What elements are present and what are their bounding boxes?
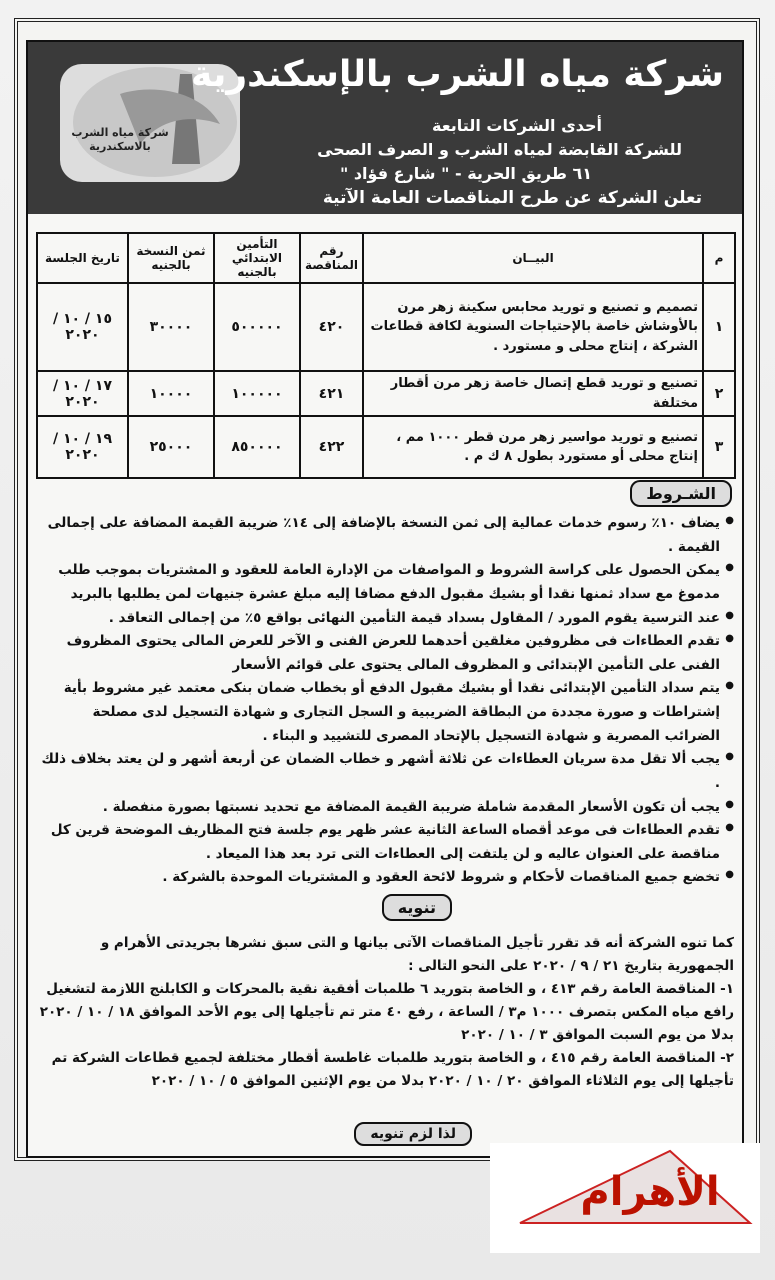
row-no: ١ [703, 283, 735, 371]
col-tender: رقم المناقصة [300, 233, 363, 283]
tenders-table [36, 232, 736, 479]
notice-item: ١- المناقصة العامة رقم ٤١٣ ، و الخاصة بتوريد ٦ طلمبات أفقية نقية بالمحركات و الكابلنج اللازمة لتشغيل رافع مياه المكس بتصرف ١٠٠٠ م٣ / الساعة ، رفع ٤٠ متر تم تأجيلها إلى يوم الأحد الموافق ١٨ / ١٠ / ٢٠٢٠ بدلا من يوم السبت الموافق ٣ / ١٠ / ٢٠٢٠ [39, 980, 734, 1043]
ahram-logo [490, 1143, 760, 1253]
ahram-text: الأهرام [580, 1169, 720, 1215]
footer-label: لذا لزم تنويه [354, 1122, 472, 1146]
condition-item: ● يضاف ١٠٪ رسوم خدمات عمالية إلى ثمن النسخة بالإضافة إلى ١٤٪ ضريبة القيمة المضافة على إجمالى القيمة . [38, 512, 734, 559]
notice-item: ٢- المناقصة العامة رقم ٤١٥ ، و الخاصة بتوريد طلمبات غاطسة أقطار مختلفة لجميع قطاعات الشركة تم تأجيلها إلى يوم الثلاثاء الموافق ٢٠ / ١٠ / ٢٠٢٠ بدلا من يوم الإثنين الموافق ٥ / ١٠ / ٢٠٢٠ [51, 1049, 734, 1089]
address: ٦١ طريق الحرية - " شارع فؤاد " [339, 164, 592, 183]
row-price: ٣٠٠٠٠ [128, 283, 214, 371]
notice-body [38, 932, 734, 1093]
col-date: تاريخ الجلسة [37, 233, 128, 283]
condition-item: ● يجب ألا تقل مدة سريان العطاءات عن ثلاثة أشهر و خطاب الضمان عن أربعة أشهر و لن يعتد بخلاف ذلك . [38, 748, 734, 795]
row-desc: تصنيع و توريد قطع إتصال خاصة زهر مرن أقطار مختلفة [363, 371, 703, 416]
announcement: تعلن الشركة عن طرح المناقصات العامة الآتية [322, 188, 702, 208]
condition-item: ● تقدم العطاءات فى مظروفين مغلقين أحدهما للعرض الفنى و الآخر للعرض المالى يحتوى المظروف الفنى على التأمين الإبتدائى و المظروف المالى يحتوى على قوائم الأسعار [38, 630, 734, 677]
condition-item: ● يجب أن تكون الأسعار المقدمة شاملة ضريبة القيمة المضافة مع تحديد نسبتها بصورة منفصلة . [38, 796, 734, 820]
row-tender: ٤٢٠ [300, 283, 363, 371]
table-header-row [37, 233, 735, 283]
logo-text: شركة مياه الشرب بالاسكندرية [71, 126, 169, 154]
conditions-list [38, 512, 734, 890]
row-desc: تصميم و تصنيع و توريد محابس سكينة زهر مرن بالأوشاش خاصة بالإحتياجات السنوية لكافة قطاعات الشركة ، إنتاج محلى و مستورد . [363, 283, 703, 371]
table-row [37, 416, 735, 478]
row-no: ٣ [703, 416, 735, 478]
pyramid-icon [490, 1143, 760, 1253]
table-row [37, 371, 735, 416]
advertisement [26, 40, 744, 1158]
conditions-label: الشـروط [630, 480, 732, 507]
col-no: م [703, 233, 735, 283]
row-price: ٢٥٠٠٠ [128, 416, 214, 478]
condition-item: ● يتم سداد التأمين الإبتدائى نقدا أو بشيك مقبول الدفع أو بخطاب ضمان بنكى معتمد غير مشروط بأية إشتراطات و صورة مجددة من البطاقة الضريبية و السجل التجارى و شهادة التسجيل لدى مصلحة الضرائب المصرية و شهادة التسجيل بالإتحاد المصرى للتشييد و البناء . [38, 677, 734, 748]
condition-item: ● تقدم العطاءات فى موعد أقصاه الساعة الثانية عشر ظهر يوم جلسة فتح المظاريف الموضحة قرين كل مناقصة على العنوان عاليه و لن يلتفت إلى العطاءات التى ترد بعد هذا الميعاد . [38, 819, 734, 866]
row-no: ٢ [703, 371, 735, 416]
row-tender: ٤٢١ [300, 371, 363, 416]
header-line-2: للشركة القابضة لمياه الشرب و الصرف الصحى [317, 140, 682, 159]
table-row [37, 283, 735, 371]
ad-header [28, 42, 742, 214]
col-insurance: التأمين الابتدائي بالجنيه [214, 233, 300, 283]
row-date: ١٧ / ١٠ / ٢٠٢٠ [37, 371, 128, 416]
col-desc: البيــان [363, 233, 703, 283]
header-line-1: أحدى الشركات التابعة [432, 116, 602, 135]
row-tender: ٤٢٢ [300, 416, 363, 478]
condition-item: ● تخضع جميع المناقصات لأحكام و شروط لائحة العقود و المشتريات الموحدة بالشركة . [38, 866, 734, 890]
row-insurance: ٨٥٠٠٠٠ [214, 416, 300, 478]
row-price: ١٠٠٠٠ [128, 371, 214, 416]
col-price: ثمن النسخة بالجنيه [128, 233, 214, 283]
row-insurance: ١٠٠٠٠٠ [214, 371, 300, 416]
row-date: ١٩ / ١٠ / ٢٠٢٠ [37, 416, 128, 478]
condition-item: ● يمكن الحصول على كراسة الشروط و المواصفات من الإدارة العامة للعقود و المشتريات بموجب طلب مدموغ مع سداد ثمنها نقدا أو بشيك مقبول الدفع مضافا إليه مبلغ عشرة جنيهات لمن يطلبها بالبريد [38, 559, 734, 606]
condition-item: ● عند الترسية يقوم المورد / المقاول بسداد قيمة التأمين النهائى بواقع ٥٪ من إجمالى التعاقد . [38, 607, 734, 631]
company-name: شركة مياه الشرب بالإسكندرية [191, 54, 724, 95]
row-insurance: ٥٠٠٠٠٠ [214, 283, 300, 371]
notice-label: تنويه [382, 894, 452, 921]
row-desc: تصنيع و توريد مواسير زهر مرن قطر ١٠٠٠ مم ، إنتاج محلى أو مستورد بطول ٨ ك م . [363, 416, 703, 478]
notice-intro: كما تنوه الشركة أنه قد تقرر تأجيل المناقصات الآتى بيانها و التى سبق نشرها بجريدتى الأهرام و الجمهورية بتاريخ ٢١ / ٩ / ٢٠٢٠ على النحو التالى : [100, 935, 734, 974]
row-date: ١٥ / ١٠ / ٢٠٢٠ [37, 283, 128, 371]
